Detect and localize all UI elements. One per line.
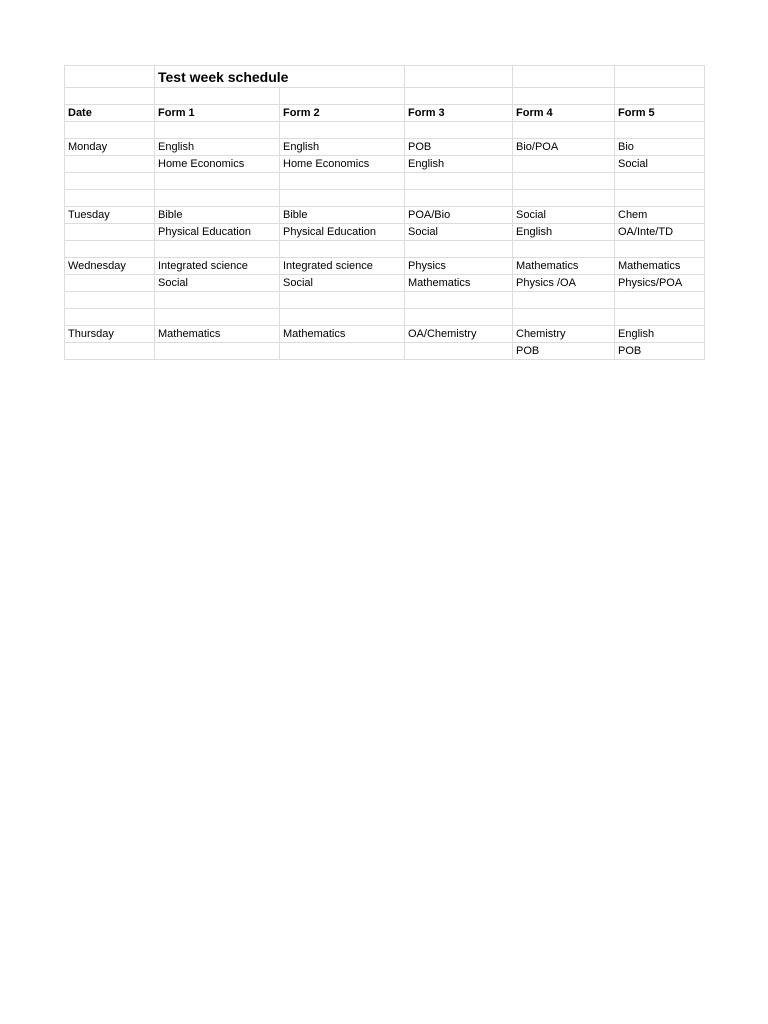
table-cell: POB [405,139,513,156]
table-cell [155,190,280,207]
table-cell: OA/Inte/TD [615,224,705,241]
table-cell: Wednesday [65,258,155,275]
table-cell: Physical Education [155,224,280,241]
table-cell: OA/Chemistry [405,326,513,343]
table-cell: Bible [280,207,405,224]
table-cell [615,88,705,105]
table-cell: Chem [615,207,705,224]
table-cell [65,275,155,292]
table-cell [615,122,705,139]
table-cell [405,190,513,207]
table-cell: Integrated science [280,258,405,275]
schedule-sheet [64,65,705,360]
table-cell [513,66,615,88]
column-header: Date [65,105,155,122]
table-row [65,309,705,326]
table-cell [513,190,615,207]
sheet-body [65,66,705,360]
table-row [65,156,705,173]
table-cell [280,190,405,207]
table-cell: Bible [155,207,280,224]
table-cell: Physical Education [280,224,405,241]
table-row [65,258,705,275]
column-header: Form 1 [155,105,280,122]
title-row [65,66,705,88]
table-cell [65,292,155,309]
table-cell [405,241,513,258]
table-cell: Social [513,207,615,224]
table-cell: Mathematics [280,326,405,343]
table-cell [65,88,155,105]
table-cell [155,309,280,326]
table-cell: Physics /OA [513,275,615,292]
table-cell: Mathematics [405,275,513,292]
table-row [65,122,705,139]
table-cell [280,343,405,360]
table-row [65,207,705,224]
table-cell [513,122,615,139]
table-cell [155,241,280,258]
table-cell [65,190,155,207]
table-cell [65,224,155,241]
table-cell: Integrated science [155,258,280,275]
column-header: Form 3 [405,105,513,122]
table-cell [280,173,405,190]
table-cell: POB [615,343,705,360]
table-row [65,173,705,190]
table-cell: Social [405,224,513,241]
table-cell [405,309,513,326]
table-cell: Mathematics [155,326,280,343]
table-cell [155,173,280,190]
table-cell: Physics/POA [615,275,705,292]
table-cell [155,88,280,105]
table-cell: Thursday [65,326,155,343]
table-row [65,241,705,258]
table-row [65,190,705,207]
blank-row [65,88,705,105]
table-cell: Social [155,275,280,292]
table-row [65,292,705,309]
table-cell [405,292,513,309]
table-cell [280,309,405,326]
column-header: Form 5 [615,105,705,122]
table-cell: English [405,156,513,173]
table-cell [513,241,615,258]
table-cell [155,292,280,309]
table-cell [65,66,155,88]
table-cell [615,309,705,326]
table-cell [513,173,615,190]
table-cell [155,343,280,360]
table-cell [65,343,155,360]
table-cell [513,88,615,105]
table-cell: English [615,326,705,343]
table-cell: Physics [405,258,513,275]
table-cell [615,66,705,88]
table-cell [405,122,513,139]
table-cell: Tuesday [65,207,155,224]
table-cell [615,241,705,258]
table-cell [280,241,405,258]
table-cell: English [513,224,615,241]
table-cell: POA/Bio [405,207,513,224]
table-cell: Bio [615,139,705,156]
table-cell [615,190,705,207]
table-cell [513,309,615,326]
sheet-title: Test week schedule [155,66,405,88]
table-cell [405,66,513,88]
table-cell: Bio/POA [513,139,615,156]
table-cell [65,122,155,139]
table-row [65,343,705,360]
table-cell [65,173,155,190]
table-cell [405,88,513,105]
table-cell [405,343,513,360]
table-cell [513,156,615,173]
table-cell: Mathematics [615,258,705,275]
table-cell: POB [513,343,615,360]
table-cell [280,88,405,105]
table-cell [405,173,513,190]
table-cell [280,122,405,139]
table-row [65,275,705,292]
table-cell: Home Economics [280,156,405,173]
table-cell [615,173,705,190]
table-cell: Social [615,156,705,173]
table-cell: Social [280,275,405,292]
column-header: Form 2 [280,105,405,122]
table-row [65,224,705,241]
table-cell: Mathematics [513,258,615,275]
table-cell: Chemistry [513,326,615,343]
table-cell [280,292,405,309]
table-cell: Monday [65,139,155,156]
table-cell [513,292,615,309]
table-row [65,326,705,343]
table-cell: English [155,139,280,156]
table-cell [155,122,280,139]
table-cell: English [280,139,405,156]
table-cell: Home Economics [155,156,280,173]
column-header: Form 4 [513,105,615,122]
table-cell [65,156,155,173]
table-cell [65,241,155,258]
table-cell [615,292,705,309]
header-row [65,105,705,122]
table-row [65,139,705,156]
table-cell [65,309,155,326]
